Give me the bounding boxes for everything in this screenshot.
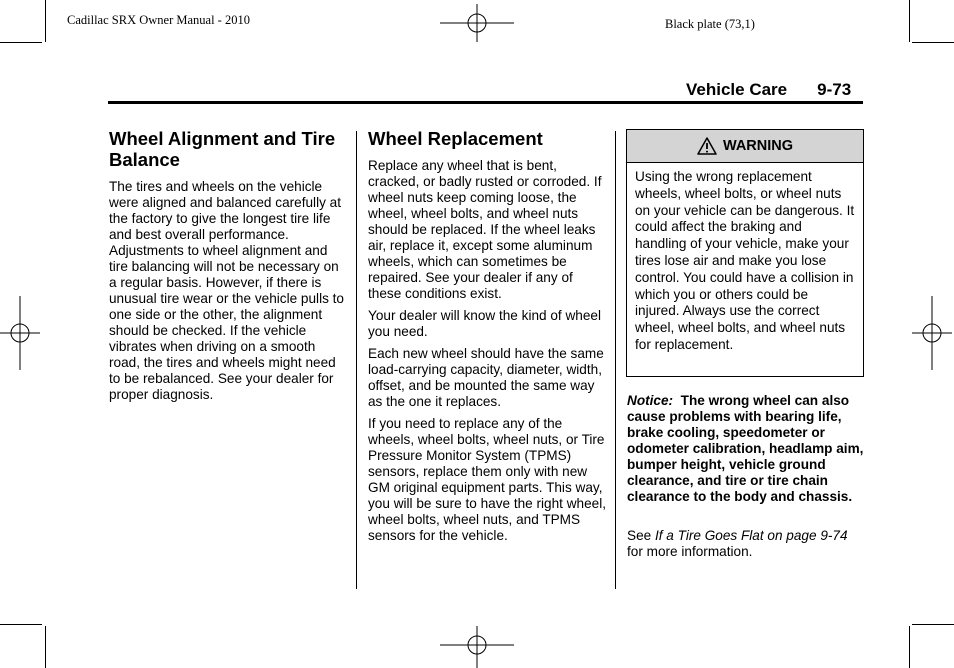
registration-mark-icon — [912, 296, 952, 370]
warning-triangle-icon — [697, 137, 717, 155]
notice-block — [627, 393, 865, 505]
column-divider — [356, 131, 357, 589]
crop-mark — [909, 626, 910, 668]
crop-mark — [909, 0, 910, 42]
page-number: 9-73 — [817, 80, 852, 99]
warning-box — [626, 129, 864, 377]
warning-text: Using the wrong replacement wheels, wheel bolts, or wheel nuts on your vehicle can be dangerous. It could affect the braking and handling of your vehicle, make your tires lose air and make you lose control. You could have a collision in which you or others could be injured. Always use the correct wheel, wheel bolts, and wheel nuts for replacement. — [635, 169, 855, 352]
paragraph: Replace any wheel that is bent, cracked, or badly rusted or corroded. If wheel nuts keep coming loose, the wheel, wheel bolts, and wheel nuts should be replaced. If the wheel leaks air, replace it, except some aluminum wheels, which can sometimes be repaired. See your dealer if any of these conditions exist. — [368, 158, 602, 301]
crop-mark — [45, 626, 46, 668]
notice-text: The wrong wheel can also cause problems with bearing life, brake cooling, speedometer or odometer calibration, headlamp aim, bumper height, vehicle ground clearance, and tire or tire chain clearance to the body and chassis. — [627, 393, 864, 504]
registration-mark-icon — [440, 626, 514, 668]
cross-reference-suffix: for more information. — [627, 544, 753, 559]
paragraph: The tires and wheels on the vehicle were aligned and balanced carefully at the factory to give the longest tire life and best overall performance. Adjustments to wheel alignment and tire balancing will not be necessary on a regular basis. However, if there is unusual tire wear or the vehicle pulls to one side or the other, the alignment should be checked. If the vehicle vibrates when driving on a smooth road, the tires and wheels might need to be rebalanced. See your dealer for proper diagnosis. — [109, 179, 344, 402]
registration-mark-icon — [0, 296, 40, 370]
column-wheel-replacement — [368, 128, 608, 550]
section-title: Vehicle Care — [686, 80, 788, 99]
notice-label: Notice: — [627, 393, 674, 408]
crop-mark — [0, 42, 42, 43]
warning-label: WARNING — [722, 138, 794, 154]
section-header — [686, 80, 851, 100]
crop-mark — [45, 0, 46, 42]
paragraph: Each new wheel should have the same load-carrying capacity, diameter, width, offset, and be mounted the same way as the one it replaces. — [368, 346, 604, 409]
crop-mark — [912, 624, 954, 625]
cross-reference-link[interactable]: If a Tire Goes Flat on page 9-74 — [654, 528, 848, 543]
registration-mark-icon — [440, 4, 514, 42]
print-header-plate: Black plate (73,1) — [665, 17, 755, 31]
crop-mark — [0, 624, 42, 625]
print-header-title: Cadillac SRX Owner Manual - 2010 — [67, 13, 250, 27]
heading-wheel-alignment: Wheel Alignment and Tire Balance — [109, 128, 336, 170]
cross-reference-prefix: See — [627, 528, 655, 543]
paragraph: If you need to replace any of the wheels, wheel bolts, wheel nuts, or Tire Pressure Monitor System (TPMS) sensors, replace them only with new GM original equipment parts. This way, you will be sure to have the right wheel, wheel bolts, wheel nuts, and TPMS sensors for the vehicle. — [368, 416, 607, 543]
column-divider — [615, 131, 616, 589]
warning-header — [627, 130, 863, 163]
column-wheel-alignment — [109, 128, 349, 409]
header-rule — [108, 101, 863, 104]
crop-mark — [912, 42, 954, 43]
heading-wheel-replacement: Wheel Replacement — [368, 128, 543, 149]
cross-reference — [627, 528, 865, 560]
paragraph: Your dealer will know the kind of wheel you need. — [368, 308, 601, 339]
